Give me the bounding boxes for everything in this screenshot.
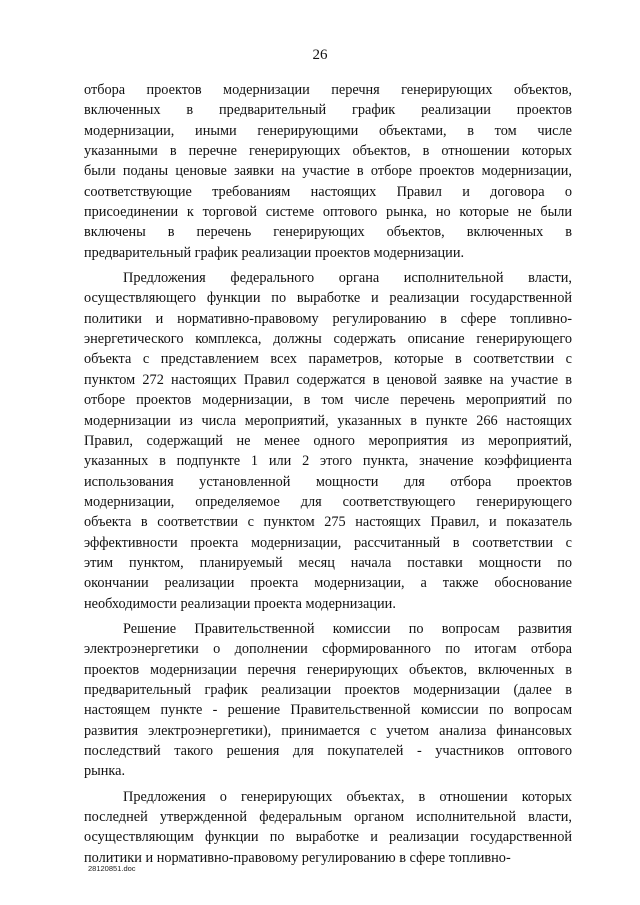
text-line: Правил, содержащий не менее одного мероприятия из мероприятий, xyxy=(84,432,572,449)
text-line: эффективности проекта модернизации, рассчитанный в соответствии с xyxy=(84,534,572,551)
text-line: отборе проектов модернизации, в том числе перечень мероприятий по xyxy=(84,392,572,409)
text-line: Предложения о генерирующих объектах, в отношении которых xyxy=(123,788,572,805)
text-line: осуществляющим функции по выработке и реализации государственной xyxy=(84,829,572,846)
text-line: последней утвержденной федеральным органом исполнительной власти, xyxy=(84,809,572,826)
text-line: модернизации, определяемое для соответствующего генерирующего xyxy=(84,493,572,510)
text-line: объекта с представлением всех параметров, которые в соответствии с xyxy=(84,351,572,368)
paragraph-4 xyxy=(84,787,572,868)
paragraph-2 xyxy=(84,268,572,614)
text-line: отбора проектов модернизации перечня генерирующих объектов, xyxy=(84,82,572,98)
text-line: политики и нормативно-правовому регулированию в сфере топливно- xyxy=(84,310,572,327)
document-footer-filename: 28120851.doc xyxy=(88,864,136,873)
text-line: объекта в соответствии с пунктом 275 настоящих Правил, и показатель xyxy=(84,514,572,531)
text-line: предварительный график реализации проектов модернизации (далее в xyxy=(84,681,572,698)
text-line: проектов модернизации перечня генерирующих объектов, включенных в xyxy=(84,661,572,678)
paragraph-3 xyxy=(84,619,572,782)
text-line: осуществляющего функции по выработке и реализации государственной xyxy=(84,290,572,307)
text-line: Предложения федерального органа исполнительной власти, xyxy=(123,270,572,287)
text-line: использования установленной мощности для отбора проектов xyxy=(84,473,572,490)
text-line: модернизации из числа мероприятий, указанных в пункте 266 настоящих xyxy=(84,412,572,429)
text-line: модернизации, иными генерирующими объектами, в том числе xyxy=(84,122,572,139)
text-line: окончании реализации проекта модернизации, а также обоснование xyxy=(84,575,572,592)
text-line: предварительный график реализации проектов модернизации. xyxy=(84,244,465,261)
paragraph-1 xyxy=(84,80,572,263)
text-line: необходимости реализации проекта модернизации. xyxy=(84,595,396,612)
text-line: рынка. xyxy=(84,763,126,780)
text-line: энергетического комплекса, должны содержать описание генерирующего xyxy=(84,331,572,348)
text-line: указанных в подпункте 1 или 2 этого пункта, значение коэффициента xyxy=(84,453,572,470)
text-line: были поданы ценовые заявки на участие в отборе проектов модернизации, xyxy=(84,163,572,180)
text-line: политики и нормативно-правовому регулированию в сфере топливно- xyxy=(84,849,511,866)
text-line: указанными в перечне генерирующих объектов, в отношении которых xyxy=(84,143,572,160)
text-line: включены в перечень генерирующих объектов, включенных в xyxy=(84,224,572,241)
text-line: пунктом 272 настоящих Правил содержатся в ценовой заявке на участие в xyxy=(84,371,572,388)
document-body xyxy=(84,80,572,873)
text-line: включенных в предварительный график реализации проектов xyxy=(84,102,572,119)
text-line: настоящем пункте - решение Правительственной комиссии по вопросам xyxy=(84,702,572,719)
text-line: последствий такого решения для покупателей - участников оптового xyxy=(84,743,572,759)
text-line: соответствующие требованиям настоящих Правил и договора о xyxy=(84,183,572,200)
page-number: 26 xyxy=(312,47,328,63)
text-line: развития электроэнергетики), принимается с учетом анализа финансовых xyxy=(84,722,572,739)
text-line: электроэнергетики о дополнении сформированного по итогам отбора xyxy=(84,641,572,658)
text-line: этим пунктом, планируемый месяц начала поставки мощности по xyxy=(84,554,572,571)
text-line: присоединении к торговой системе оптового рынка, но которые не были xyxy=(84,204,572,221)
text-line: Решение Правительственной комиссии по вопросам развития xyxy=(123,620,572,637)
